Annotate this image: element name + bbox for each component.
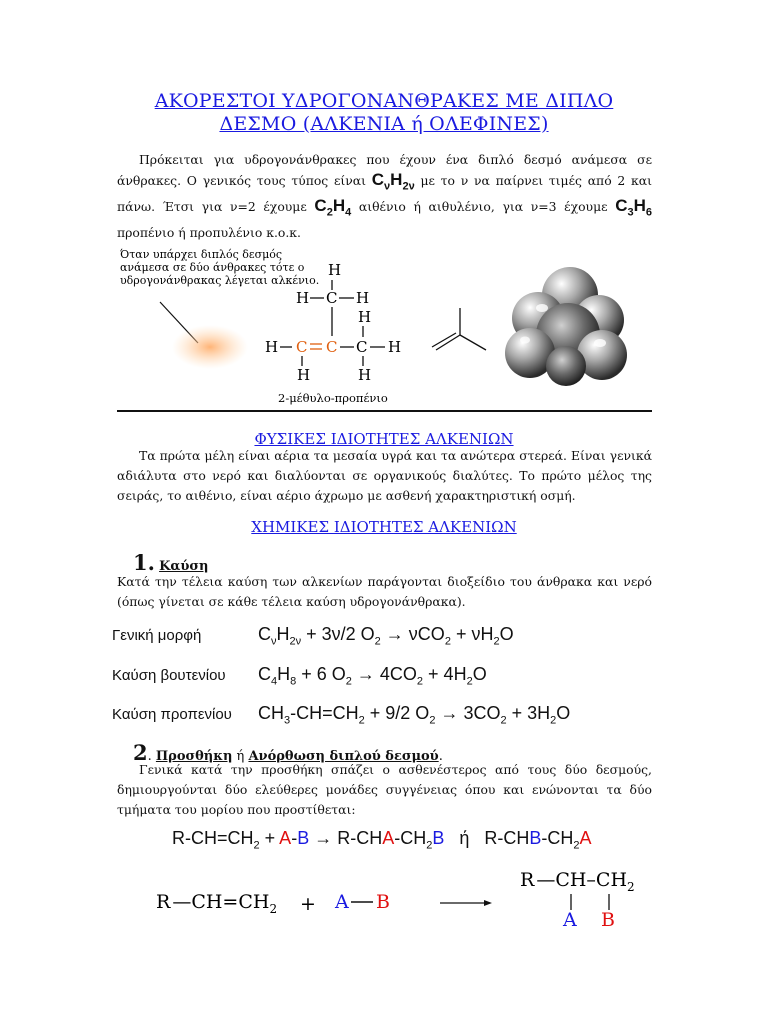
atom-h-left: H [265,338,279,356]
atom-c1: C [296,338,308,356]
atom-h-bottom-c1: H [297,366,311,384]
figure-caption: 2-μέθυλο-προπένιο [278,391,388,405]
addition-scheme [150,860,670,940]
item2-title-b: Ανόρθωση διπλού δεσμού [248,749,439,764]
scheme-plus: + [300,893,316,915]
intro-text-1: Πρόκειται για υδρογονάνθρακες που έχουν ένα διπλό δεσμό ανάμεσα σε άνθρακες. Ο γενικός τους τύπος είναι [117,152,652,188]
item2-paragraph: Γενικά κατά την προσθήκη σπάζει ο ασθενέστερος από τους δύο δεσμούς, δημιουργούνται δύο ελεύθερες μονάδες συγγένειας όπου και ενώνονται τα δύο τμήματα του μορίου που προστίθεται: [117,762,652,817]
scheme-B: B [376,891,390,913]
figure-note-line2: ανάμεσα σε δύο άνθρακες τότε ο [120,261,305,274]
atom-h-top: H [328,261,342,279]
space-filling-model [505,267,627,386]
item2-number: 2 [133,740,148,765]
ethene-formula: $C_2H_4$ [314,196,352,219]
propene-formula: $C_3H_6$ [615,196,652,219]
item2-dot: . [147,749,152,764]
scheme-product-A: A [563,909,577,931]
intro-text-3: αιθένιο ή αιθυλένιο, για ν=3 έχουμε [351,199,616,215]
intro-text-2: με το ν να παίρνει τιμές από 2 και πάνω. Έτσι για ν=2 έχουμε [117,173,652,215]
scheme-reactant: R $—CH=CH_2$ [156,891,278,916]
item1-paragraph: Κατά την τέλεια καύση των αλκενίων παράγονται διοξείδιο του άνθρακα και νερό (όπως γίνεται σε κάθε τέλεια καύση υδρογονάνθρακα). [117,574,652,609]
section-physical-heading: ΦΥΣΙΚΕΣ ΙΔΙΟΤΗΤΕΣ ΑΛΚΕΝΙΩΝ [254,430,514,448]
scheme-product-B: B [601,909,615,931]
atom-h-left-methyl: H [296,289,310,307]
skeletal-formula [432,308,486,350]
section-chemical-heading: ΧΗΜΙΚΕΣ ΙΔΙΟΤΗΤΕΣ ΑΛΚΕΝΙΩΝ [251,518,517,536]
addition-equation: $R-CH=CH_2 + A-B \to R-CHA-CH_2B$ ή $R-CHB-CH_2A$ [172,828,592,852]
item2-or: ή [232,749,249,764]
divider [117,410,652,412]
equation-propene: $CH_3-CH=CH_2 + 9/2$ $O_2 \to 3CO_2 + 3H_2O$ [258,703,571,727]
atom-h-upper-right: H [358,308,372,326]
item2-title-a: Προσθήκη [155,749,233,764]
figure-note-line3: υδρογονάνθρακας λέγεται αλκένιο. [120,274,320,287]
scheme-A: A [335,891,349,913]
atom-h-bottom-c3: H [358,366,372,384]
item1-title: Καύση [159,559,209,574]
equation-label-butene: Καύση βουτενίου [112,667,226,684]
equation-general: $C_\nu H_{2\nu} + 3\nu/2$ $O_2 \to \nu CO_2 + \nu H_2O$ [258,624,514,648]
structure-figure [110,240,650,410]
physical-paragraph: Τα πρώτα μέλη είναι αέρια τα μεσαία υγρά και τα ανώτερα στερεά. Είναι γενικά αδιάλυτα στο νερό και διαλύονται σε οργανικούς διαλύτες. Το πρώτο μέλος της σειράς, το αιθένιο, είναι αέριο άχρωμο με ασθενή χαρακτηριστική οσμή. [117,448,652,503]
item1-number: 1. [133,550,155,575]
page-title-line2: ΔΕΣΜΟ (ΑΛΚΕΝΙΑ ή ΟΛΕΦΙΝΕΣ) [219,113,549,135]
intro-paragraph [117,150,652,243]
page-title-line1: ΑΚΟΡΕΣΤΟΙ ΥΔΡΟΓΟΝΑΝΘΡΑΚΕΣ ΜΕ ΔΙΠΛΟ [154,90,614,112]
atom-c-methyl-top: C [326,289,338,307]
general-formula: $C_\nu H_{2\nu}$ [371,170,415,193]
equation-label-propene: Καύση προπενίου [112,706,232,723]
scheme-product: R $—CH-CH_2$ [520,869,635,894]
double-bond-highlight [172,325,248,369]
equation-butene: $C_4H_8 + 6$ $O_2 \to 4CO_2 + 4H_2O$ [258,664,487,688]
intro-text-4: προπένιο ή προπυλένιο κ.ο.κ. [117,224,301,240]
atom-c3: C [356,338,368,356]
figure-note-line1: Όταν υπάρχει διπλός δεσμός [120,248,283,261]
equation-label-general: Γενική μορφή [112,627,202,644]
atom-h-right: H [388,338,402,356]
item2-heading: 2. Προσθήκη ή Ανόρθωση διπλού δεσμού. [133,740,443,765]
addition-or: ή [459,828,470,848]
atom-h-right-methyl: H [356,289,370,307]
atom-c2: C [326,338,338,356]
